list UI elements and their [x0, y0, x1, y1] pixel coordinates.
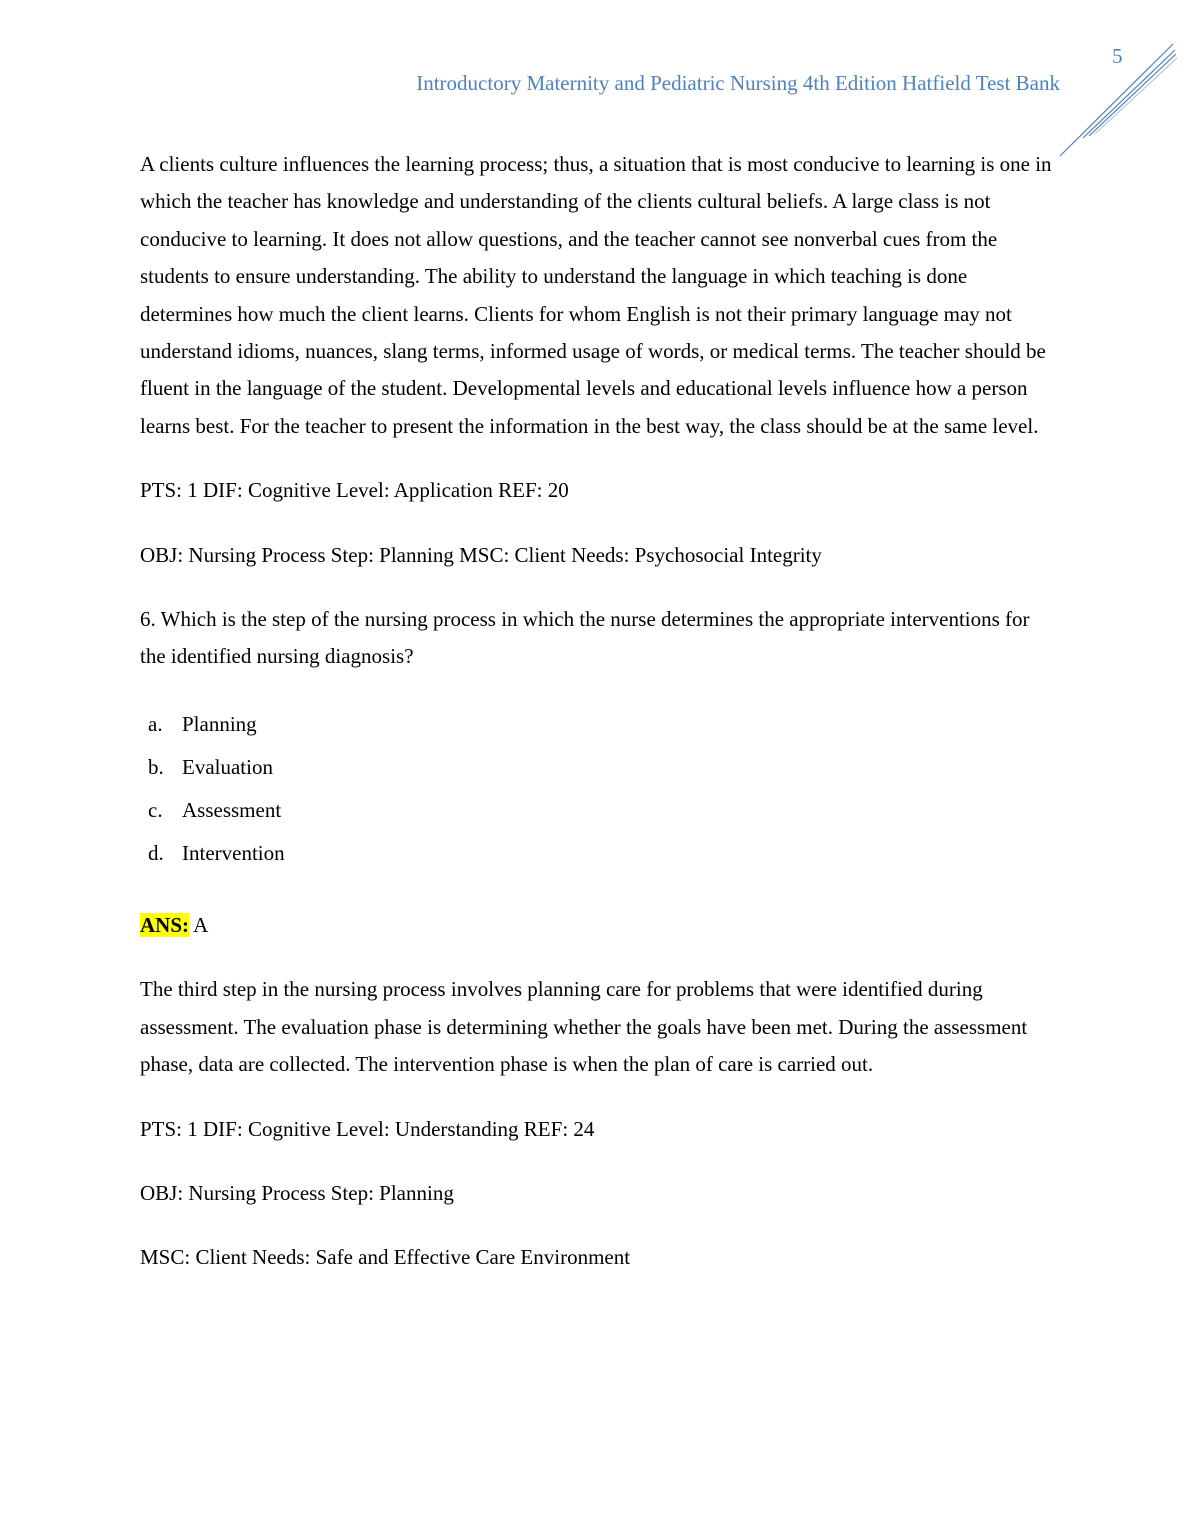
prev-pts-line: PTS: 1 DIF: Cognitive Level: Application REF: 20 — [140, 478, 569, 503]
document-body — [140, 146, 1055, 1304]
choice-letter: c. — [148, 797, 163, 822]
choice-item — [140, 789, 1055, 832]
choice-item — [140, 746, 1055, 789]
question-text: 6. Which is the step of the nursing process in which the nurse determines the appropriate interventions for the identified nursing diagnosis? — [140, 607, 1030, 669]
page-number: 5 — [1112, 44, 1123, 68]
choice-letter: b. — [148, 754, 164, 779]
prev-rationale-paragraph: A clients culture influences the learning process; thus, a situation that is most conducive to learning is one in which the teacher has knowledge and understanding of the clients cultural beliefs. A large class is not conducive to learning. It does not allow questions, and the teacher cannot see nonverbal cues from the students to ensure understanding. The ability to understand the language in which teaching is done determines how much the client learns. Clients for whom English is not their primary language may not understand idioms, nuances, slang terms, informed usage of words, or medical terms. The teacher should be fluent in the language of the student. Developmental levels and educational levels influence how a person learns best. For the teacher to present the information in the best way, the class should be at the same level. — [140, 152, 1052, 438]
choice-item — [140, 832, 1055, 875]
obj-line: OBJ: Nursing Process Step: Planning — [140, 1180, 454, 1205]
choice-text: Planning — [182, 711, 257, 736]
choice-text: Evaluation — [182, 754, 273, 779]
choice-letter: d. — [148, 840, 164, 865]
answer-line — [140, 907, 1055, 944]
answer-label: ANS: — [140, 912, 190, 937]
header-diagonal-lines-decoration — [1055, 40, 1180, 160]
answer-choices-list — [140, 703, 1055, 875]
prev-obj-msc-line: OBJ: Nursing Process Step: Planning MSC: Client Needs: Psychosocial Integrity — [140, 542, 822, 567]
choice-text: Assessment — [182, 797, 282, 822]
answer-value: A — [189, 912, 209, 937]
pts-line: PTS: 1 DIF: Cognitive Level: Understanding REF: 24 — [140, 1116, 595, 1141]
choice-text: Intervention — [182, 840, 285, 865]
choice-letter: a. — [148, 711, 163, 736]
header-title: Introductory Maternity and Pediatric Nursing 4th Edition Hatfield Test Bank — [416, 71, 1060, 95]
choice-item — [140, 703, 1055, 746]
rationale-paragraph: The third step in the nursing process involves planning care for problems that were identified during assessment. The evaluation phase is determining whether the goals have been met. During the assessment phase, data are collected. The intervention phase is when the plan of care is carried out. — [140, 977, 1028, 1077]
msc-line: MSC: Client Needs: Safe and Effective Care Environment — [140, 1245, 631, 1270]
